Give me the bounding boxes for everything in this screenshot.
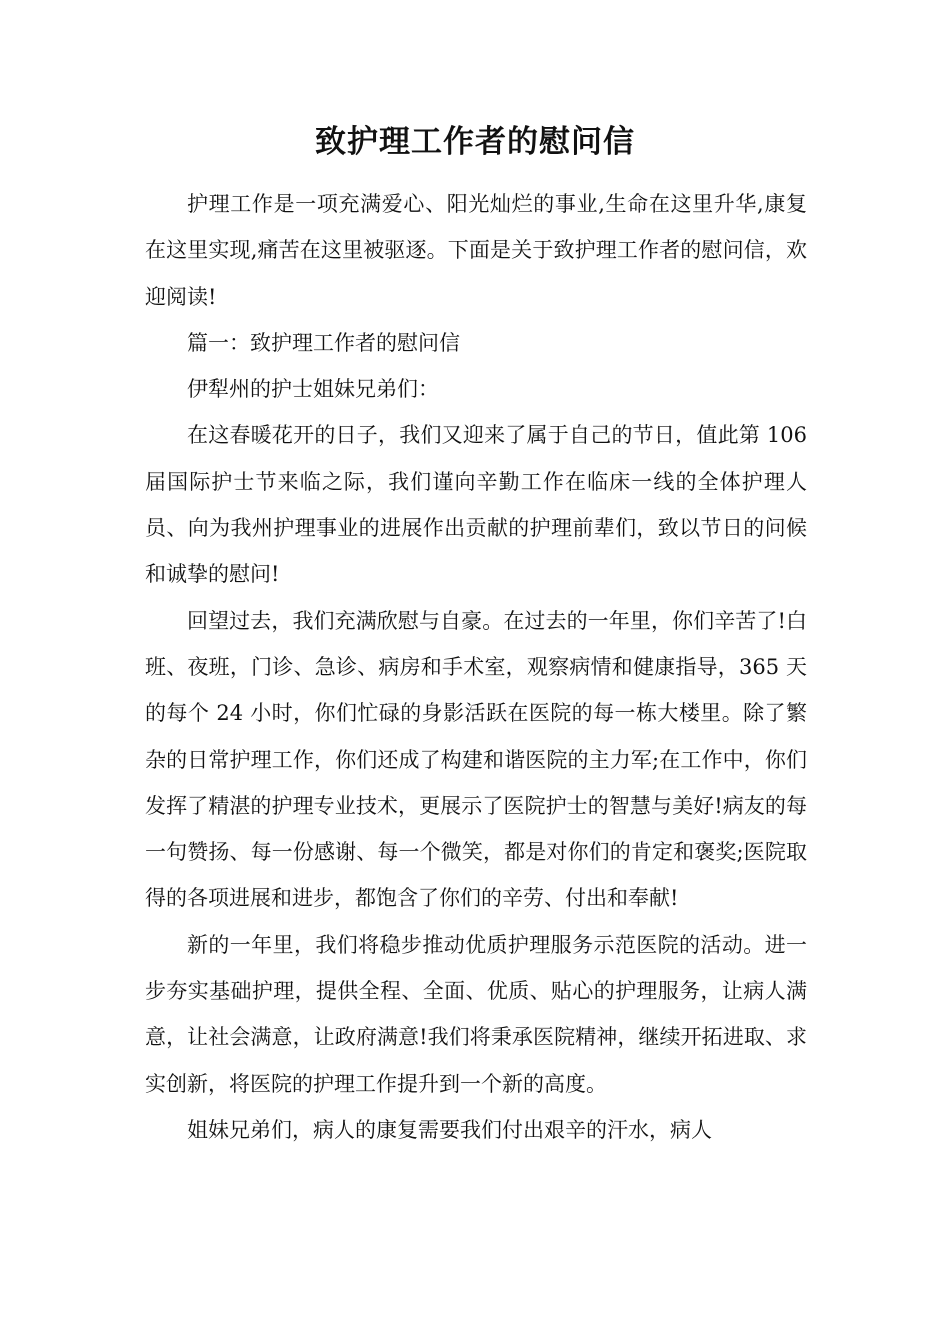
paragraph-intro: 护理工作是一项充满爱心、阳光灿烂的事业,生命在这里升华,康复在这里实现,痛苦在这里被驱逐。下面是关于致护理工作者的慰问信，欢迎阅读! (145, 192, 807, 309)
paragraph-plans: 新的一年里，我们将稳步推动优质护理服务示范医院的活动。进一步夯实基础护理，提供全程、全面、优质、贴心的护理服务，让病人满意，让社会满意，让政府满意!我们将秉承医院精神，继续开拓进取、求实创新，将医院的护理工作提升到一个新的高度。 (145, 932, 807, 1096)
paragraph-closing-start: 姐妹兄弟们，病人的康复需要我们付出艰辛的汗水，病人 (187, 1117, 712, 1142)
paragraph-salutation: 伊犁州的护士姐妹兄弟们： (187, 377, 439, 402)
paragraph-section-heading: 篇一：致护理工作者的慰问信 (187, 330, 460, 355)
document-title: 致护理工作者的慰问信 (315, 124, 635, 160)
document-body (145, 181, 807, 1153)
paragraph-review: 回望过去，我们充满欣慰与自豪。在过去的一年里，你们辛苦了!白班、夜班，门诊、急诊、病房和手术室，观察病情和健康指导，365 天的每个 24 小时，你们忙碌的身影活跃在医院的每一栋大楼里。除了繁杂的日常护理工作，你们还成了构建和谐医院的主力军;在工作中，你们发挥了精湛的护理专业技术，更展示了医院护士的智慧与美好!病友的每一句赞扬、每一份感谢、每一个微笑，都是对你们的肯定和褒奖;医院取得的各项进展和进步，都饱含了你们的辛劳、付出和奉献! (145, 608, 807, 911)
paragraph-greeting: 在这春暖花开的日子，我们又迎来了属于自己的节日，值此第 106 届国际护士节来临之际，我们谨向辛勤工作在临床一线的全体护理人员、向为我州护理事业的进展作出贡献的护理前辈们，致以节日的问候和诚挚的慰问! (145, 423, 807, 587)
